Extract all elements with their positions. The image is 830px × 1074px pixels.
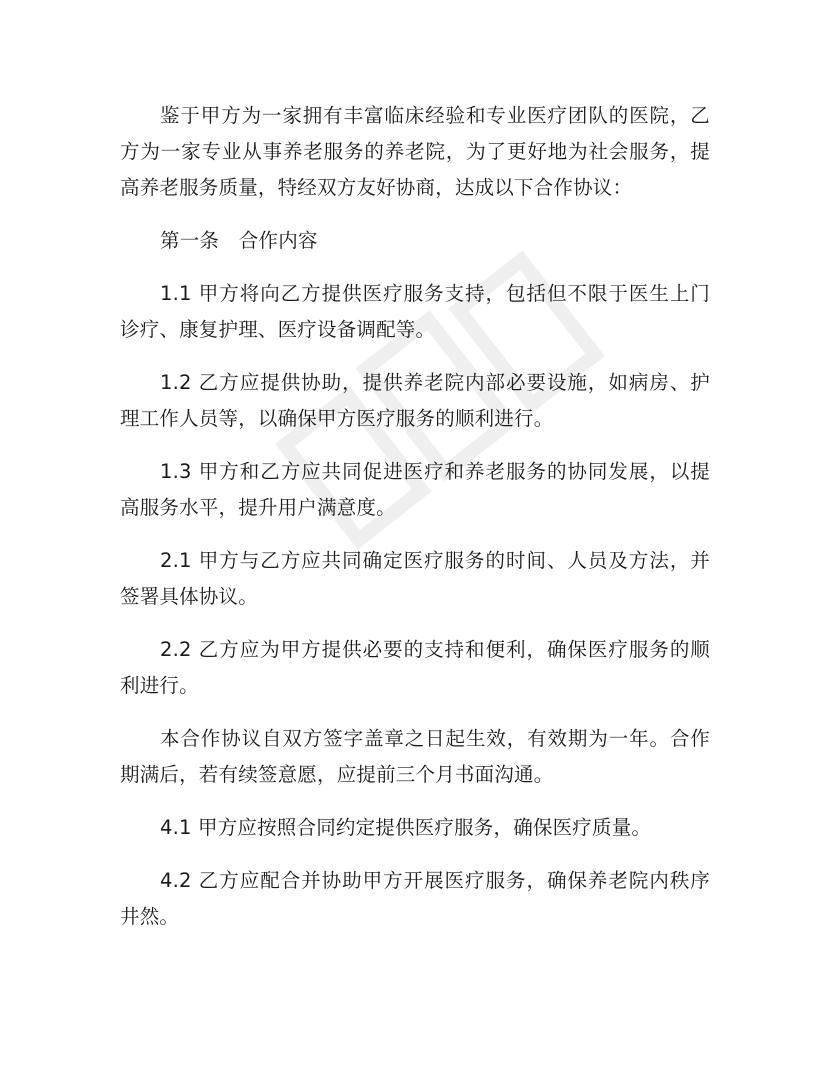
validity-paragraph: 本合作协议自双方签字盖章之日起生效，有效期为一年。合作期满后，若有续签意愿，应提前三个月书面沟通。 — [120, 727, 710, 786]
document-body — [120, 98, 710, 952]
clause-1-3: 1.3 甲方和乙方应共同促进医疗和养老服务的协同发展，以提高服务水平，提升用户满意度。 — [120, 460, 710, 519]
clause-2-2: 2.2 乙方应为甲方提供必要的支持和便利，确保医疗服务的顺利进行。 — [120, 638, 710, 697]
clause-1-2: 1.2 乙方应提供协助，提供养老院内部必要设施，如病房、护理工作人员等，以确保甲方医疗服务的顺利进行。 — [120, 371, 710, 430]
clause-4-2: 4.2 乙方应配合并协助甲方开展医疗服务，确保养老院内秩序井然。 — [120, 869, 710, 928]
intro-paragraph: 鉴于甲方为一家拥有丰富临床经验和专业医疗团队的医院，乙方为一家专业从事养老服务的养老院，为了更好地为社会服务，提高养老服务质量，特经双方友好协商，达成以下合作协议： — [120, 104, 710, 199]
clause-2-1: 2.1 甲方与乙方应共同确定医疗服务的时间、人员及方法，并签署具体协议。 — [120, 549, 710, 608]
clause-4-1: 4.1 甲方应按照合同约定提供医疗服务，确保医疗质量。 — [160, 816, 652, 839]
section-heading: 第一条 合作内容 — [160, 229, 318, 252]
clause-1-1: 1.1 甲方将向乙方提供医疗服务支持，包括但不限于医生上门诊疗、康复护理、医疗设备调配等。 — [120, 282, 710, 341]
